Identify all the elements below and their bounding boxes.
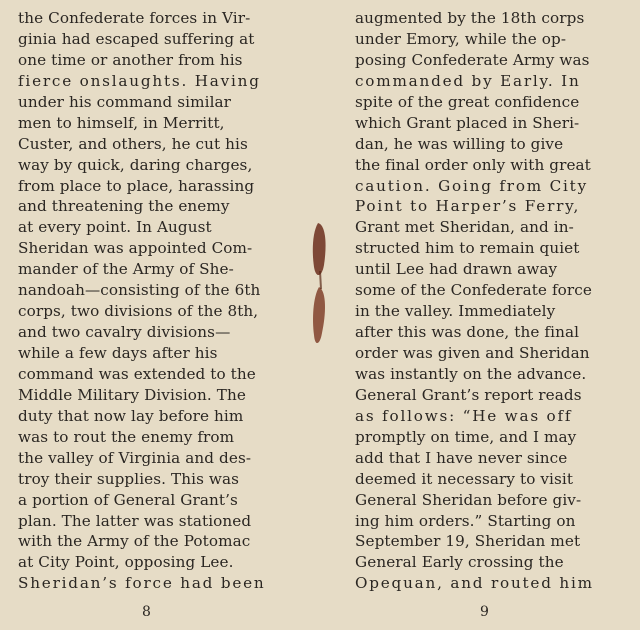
text-line: dan, he was willing to give [355,134,564,153]
page-number-right: 9 [480,604,489,620]
text-line: and two cavalry divisions— [18,323,231,342]
text-line: nandoah—consisting of the 6th [18,281,261,300]
text-line: after this was done, the final [355,323,580,342]
right-page-text [355,8,623,594]
text-line: from place to place, harassing [18,176,255,195]
text-line: command was extended to the [18,364,256,383]
text-line: General Sheridan before giv- [355,490,582,509]
text-line: as follows: “He was off [355,406,573,425]
text-line: deemed it necessary to visit [355,469,574,488]
text-line: Opequan, and routed him [355,574,594,593]
text-line: at City Point, opposing Lee. [18,553,234,572]
text-line: Point to Harper’s Ferry, [355,197,581,216]
text-line: some of the Confederate force [355,281,592,300]
text-line: posing Confederate Army was [355,50,590,69]
text-line: caution. Going from City [355,176,588,195]
text-line: Sheridan was appointed Com- [18,239,253,258]
text-line: until Lee had drawn away [355,260,558,279]
text-line: General Grant’s report reads [355,385,582,404]
text-line: add that I have never since [355,448,568,467]
text-line: while a few days after his [18,344,218,362]
text-line: way by quick, daring charges, [18,155,253,174]
text-line: men to himself, in Merritt, [18,113,225,132]
text-line: troy their supplies. This was [18,469,240,488]
left-page-text [18,8,288,594]
text-line: ing him orders.” Starting on [355,511,576,530]
text-line: spite of the great confidence [355,92,580,111]
ink-stain-upper [313,223,326,275]
text-line: September 19, Sheridan met [355,532,581,551]
text-line: structed him to remain quiet [355,239,580,258]
text-line: commanded by Early. In [355,71,581,90]
text-line: was instantly on the advance. [355,364,587,383]
text-line: augmented by the 18th corps [355,9,585,27]
text-line: one time or another from his [18,50,243,69]
text-line: plan. The latter was stationed [18,511,252,530]
text-line: promptly on time, and I may [355,427,577,446]
text-line: mander of the Army of She- [18,260,234,279]
text-line: the Confederate forces in Vir- [18,9,251,27]
text-line: Middle Military Division. The [18,385,246,404]
text-line: was to rout the enemy from [18,427,235,446]
text-line: corps, two divisions of the 8th, [18,302,259,321]
text-line: a portion of General Grant’s [18,490,238,509]
text-line: ginia had escaped suffering at [18,29,255,48]
text-line: Sheridan’s force had been [18,574,266,593]
ink-stain-lower [313,287,325,343]
text-line: at every point. In August [18,218,212,237]
text-line: duty that now lay before him [18,406,244,425]
text-line: with the Army of the Potomac [18,532,251,551]
text-line: the valley of Virginia and des- [18,448,252,467]
text-line: order was given and Sheridan [355,344,590,362]
text-line: Grant met Sheridan, and in- [355,218,574,237]
text-line: under his command similar [18,92,232,111]
text-line: the final order only with great [355,155,591,174]
text-line: and threatening the enemy [18,197,230,216]
text-line: Custer, and others, he cut his [18,134,248,153]
page-number-left: 8 [142,604,151,620]
ink-stain-streak [320,271,321,289]
text-line: General Early crossing the [355,553,564,572]
text-line: fierce onslaughts. Having [18,71,261,90]
text-line: in the valley. Immediately [355,302,556,321]
text-line: under Emory, while the op- [355,29,567,48]
text-line: which Grant placed in Sheri- [355,113,580,132]
gutter-stain [300,215,340,365]
